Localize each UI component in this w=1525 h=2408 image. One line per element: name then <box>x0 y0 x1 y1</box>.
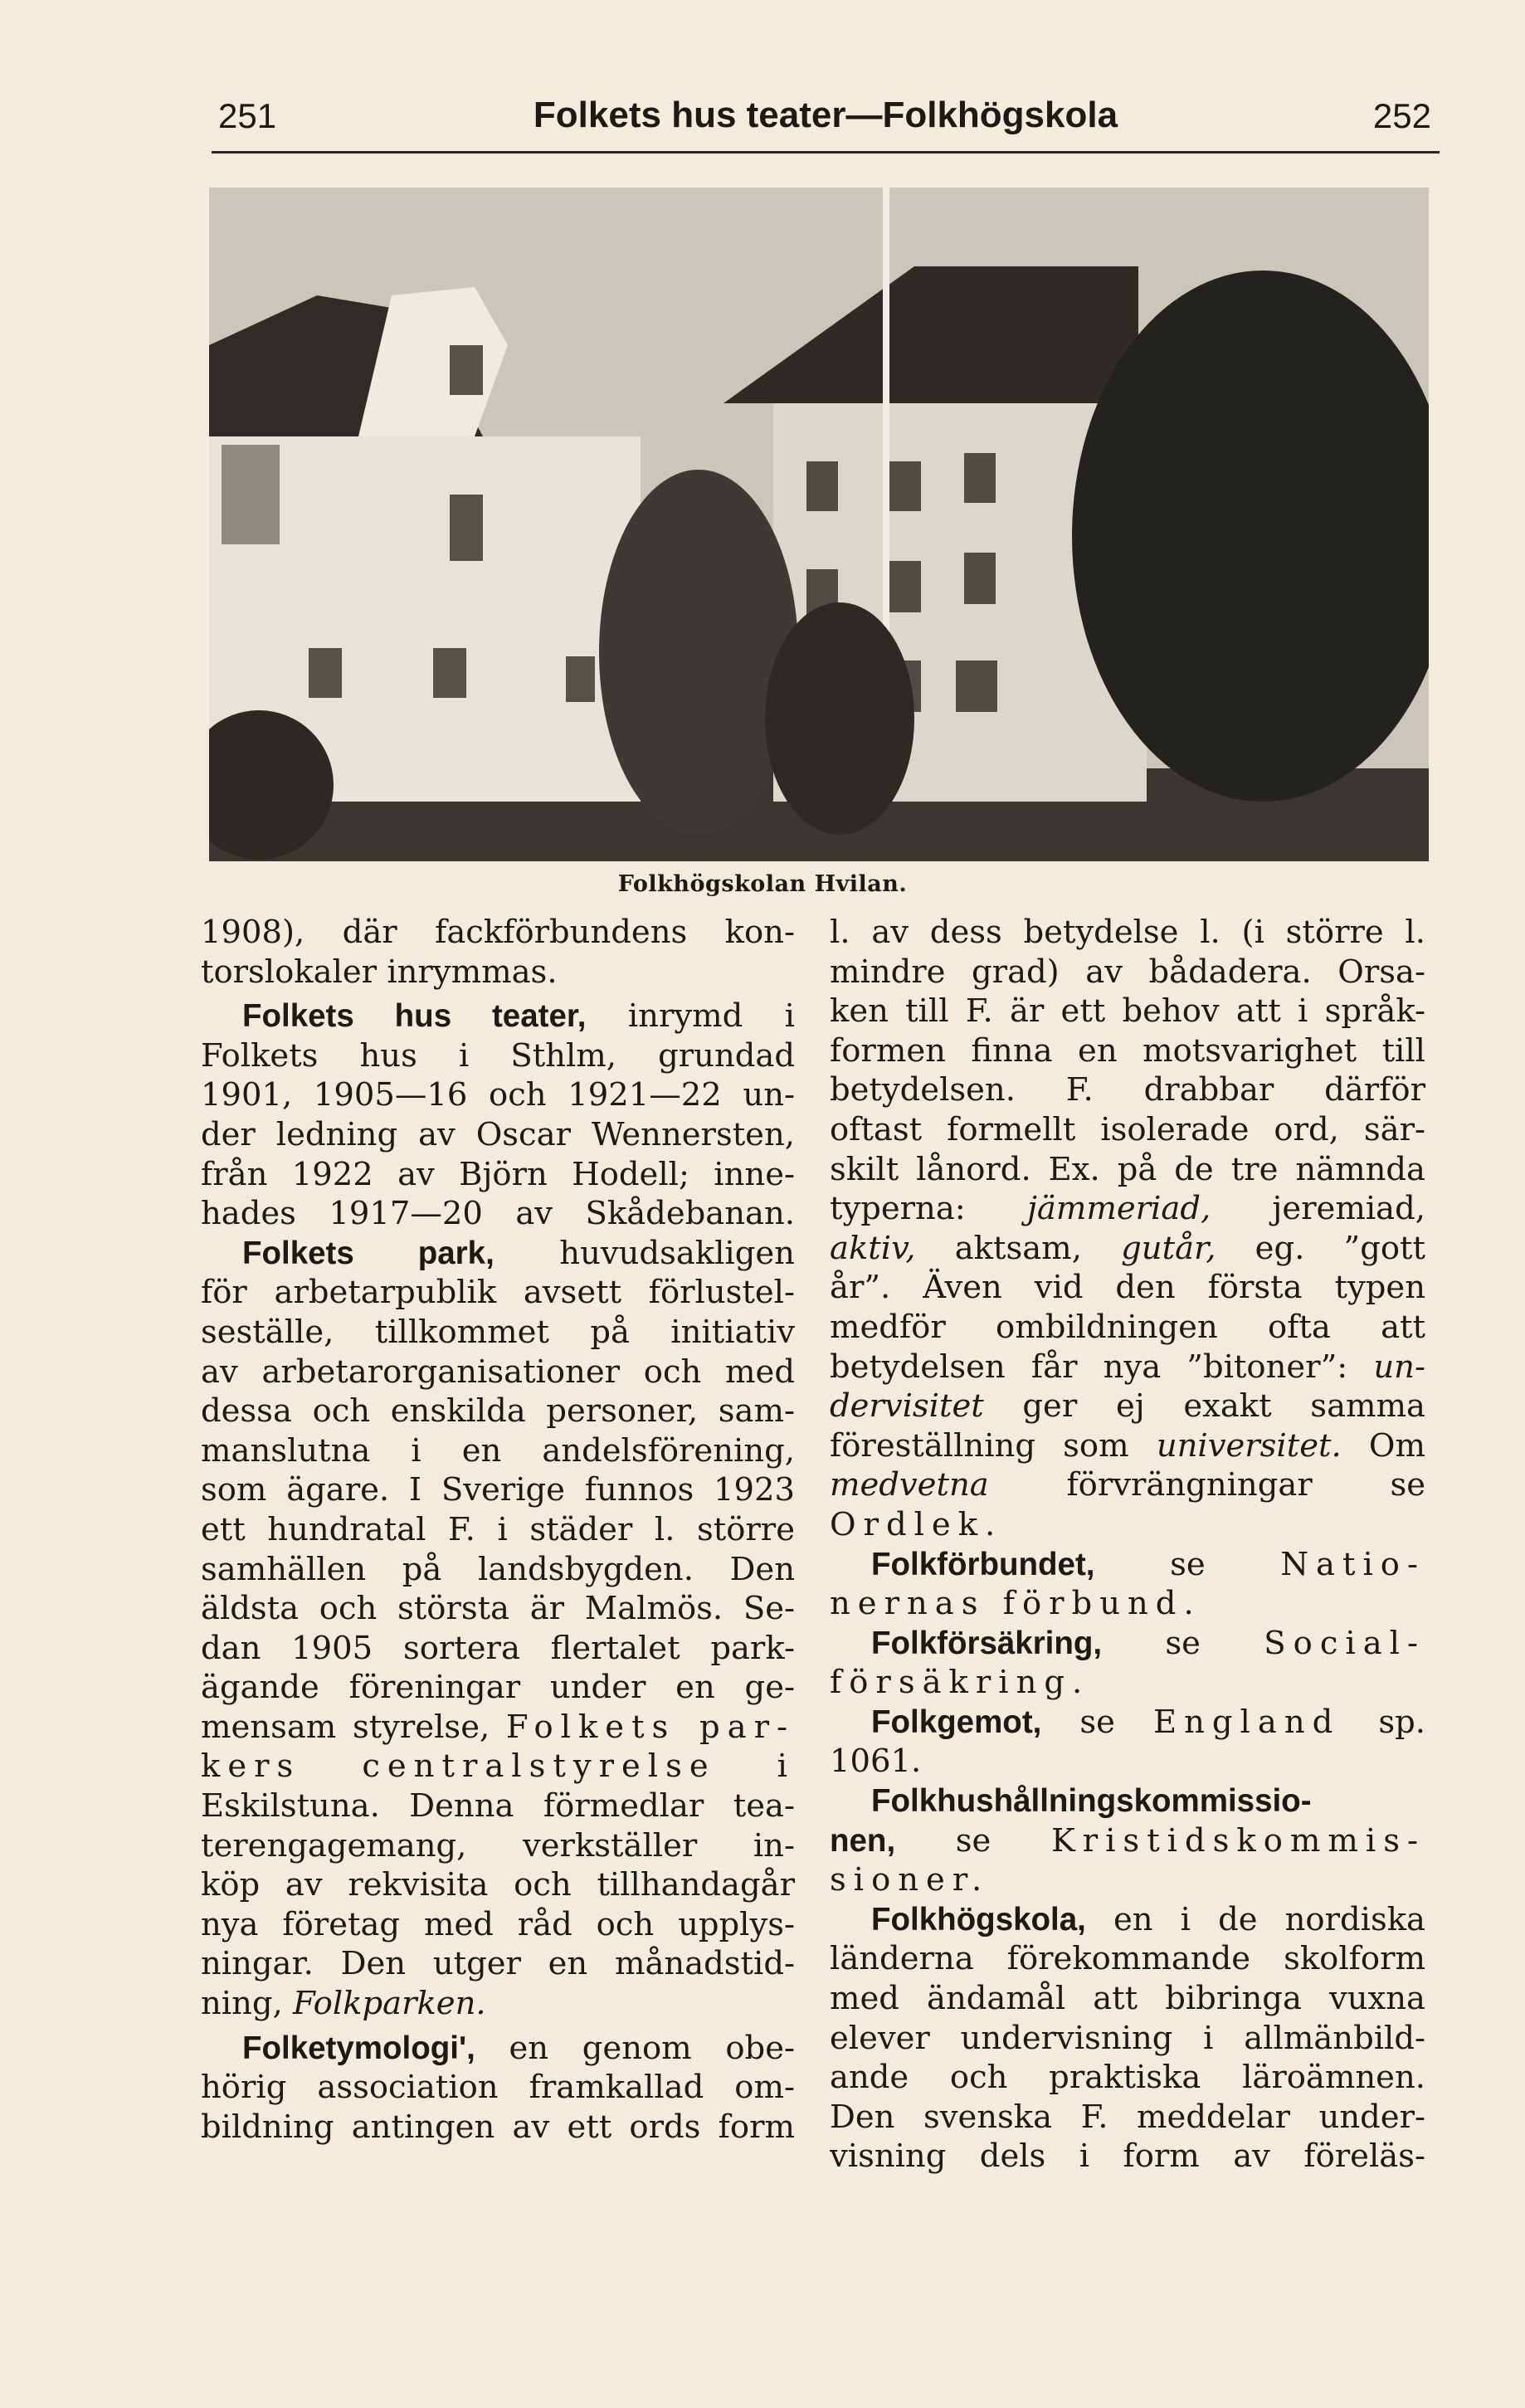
text-line: 1061. <box>830 1743 922 1781</box>
running-header <box>212 93 1440 154</box>
headword: Folketymologi', <box>242 2030 475 2066</box>
text-line: Den svenska F. meddelar under- <box>830 2098 1425 2136</box>
text-line: formen finna en motsvarighet till <box>830 1031 1425 1070</box>
text-line: visning dels i form av föreläs- <box>830 2137 1425 2176</box>
text-line: nernas förbund. <box>830 1585 1201 1623</box>
text-line: hades 1917—20 av Skådebanan. <box>201 1195 795 1233</box>
photo-caption: Folkhögskolan Hvilan. <box>617 871 908 897</box>
text-line: betydelsen får nya ”bitoner”: un- <box>830 1348 1425 1386</box>
text-line: Folkets hus i Sthlm, grundad <box>201 1036 795 1075</box>
text-line: skilt lånord. Ex. på de tre nämnda <box>830 1150 1425 1188</box>
text-line: oftast formellt isolerade ord, sär- <box>830 1110 1425 1148</box>
text-line: l. av dess betydelse l. (i större l. <box>830 914 1425 951</box>
text-line: ning, Folkparken. <box>201 1985 486 2023</box>
text-line: der ledning av Oscar Wennersten, <box>201 1115 795 1153</box>
text-line: 1908), där fackförbundens kon- <box>201 914 795 951</box>
running-title: Folkets hus teater—Folkhögskola <box>533 95 1118 135</box>
page-number-left: 251 <box>218 96 277 135</box>
entry-folkforbundet: Folkförbundet, se Natio- <box>871 1545 1425 1583</box>
entry-folkets-park: Folkets park, huvudsakligen <box>242 1234 795 1272</box>
text-line: aktiv, aktsam, gutår, eg. ”gott <box>830 1229 1425 1267</box>
text-line: för arbetarpublik avsett förlustel- <box>201 1274 795 1312</box>
text-line: ägande föreningar under en ge- <box>201 1669 795 1707</box>
text-line: hörig association framkallad om- <box>201 2069 795 2107</box>
text-line: medvetna förvrängningar se <box>830 1466 1425 1504</box>
text-line: seställe, tillkommet på initiativ <box>201 1313 795 1351</box>
text-line: ken till F. är ett behov att i språk- <box>830 992 1425 1031</box>
text-line: Ordlek. <box>830 1505 1003 1543</box>
text-line: mindre grad) av bådadera. Orsa- <box>830 953 1425 991</box>
headword: Folkhushållningskommissio- <box>871 1783 1312 1820</box>
entry-folketymologi: Folketymologi', en genom obe- <box>242 2029 795 2067</box>
headword: Folkets hus teater, <box>242 998 587 1035</box>
headword: Folkgemot, <box>871 1704 1042 1740</box>
text-line: ande och praktiska läroämnen. <box>830 2059 1425 2097</box>
page-number-right: 252 <box>1372 96 1431 135</box>
text-line: Eskilstuna. Denna förmedlar tea- <box>201 1787 795 1825</box>
entry-folkgemot: Folkgemot, se England sp. <box>871 1703 1425 1741</box>
text-line: terengagemang, verkställer in- <box>201 1826 795 1864</box>
text-line: nen, se Kristidskommis- <box>830 1821 1425 1860</box>
left-column <box>201 913 795 2147</box>
text-line: med ändamål att bibringa vuxna <box>830 1980 1425 2018</box>
text-line: länderna förekommande skolform <box>830 1940 1425 1978</box>
entry-folkets-hus-teater: Folkets hus teater, inrymd i <box>242 997 795 1036</box>
text-line: elever undervisning i allmänbild- <box>830 2019 1425 2057</box>
entry-folkforsakring: Folkförsäkring, se Social- <box>871 1624 1425 1662</box>
text-line: dervisitet ger ej exakt samma <box>830 1387 1425 1426</box>
text-line: mensam styrelse, Folkets par- <box>201 1708 795 1746</box>
right-column <box>830 913 1425 2176</box>
photograph-folkhogskolan-hvilan <box>209 188 1429 861</box>
text-line: typerna: jämmeriad, jeremiad, <box>830 1190 1425 1228</box>
text-line: äldsta och största är Malmös. Se- <box>201 1590 795 1628</box>
text-line: samhällen på landsbygden. Den <box>201 1550 795 1588</box>
text-line: köp av rekvisita och tillhandagår <box>201 1866 795 1904</box>
entry-folkhushallningskommissionen <box>830 1782 1425 1821</box>
text-line: kers centralstyrelse i <box>201 1748 795 1786</box>
text-line: torslokaler inrymmas. <box>201 953 558 991</box>
text-line: betydelsen. F. drabbar därför <box>830 1071 1425 1109</box>
text-line: av arbetarorganisationer och med <box>201 1353 795 1391</box>
text-line: från 1922 av Björn Hodell; inne- <box>201 1155 795 1193</box>
text-line: medför ombildningen ofta att <box>830 1308 1425 1346</box>
text-line: år”. Även vid den första typen <box>830 1269 1425 1307</box>
text-line: nya företag med råd och upplys- <box>201 1905 795 1943</box>
entry-folkhogskola: Folkhögskola, en i de nordiska <box>871 1900 1425 1938</box>
text-line: dan 1905 sortera flertalet park- <box>201 1629 795 1667</box>
text-line: som ägare. I Sverige funnos 1923 <box>201 1471 795 1509</box>
headword: Folkets park, <box>242 1235 495 1271</box>
school-buildings-illustration <box>209 188 1429 861</box>
text-line: bildning antingen av ett ords form <box>201 2108 795 2146</box>
headword: Folkförbundet, <box>871 1546 1095 1582</box>
text-line: försäkring. <box>830 1664 1090 1702</box>
text-line: dessa och enskilda personer, sam- <box>201 1392 795 1431</box>
text-line: föreställning som universitet. Om <box>830 1426 1425 1465</box>
headword: Folkförsäkring, <box>871 1625 1103 1661</box>
headword: Folkhögskola, <box>871 1901 1086 1938</box>
text-line: ningar. Den utger en månadstid- <box>201 1945 795 1983</box>
text-line: ett hundratal F. i städer l. större <box>201 1510 795 1548</box>
text-line: 1901, 1905—16 och 1921—22 un- <box>201 1076 795 1114</box>
text-line: manslutna i en andelsförening, <box>201 1431 795 1470</box>
text-line: sioner. <box>830 1861 990 1899</box>
